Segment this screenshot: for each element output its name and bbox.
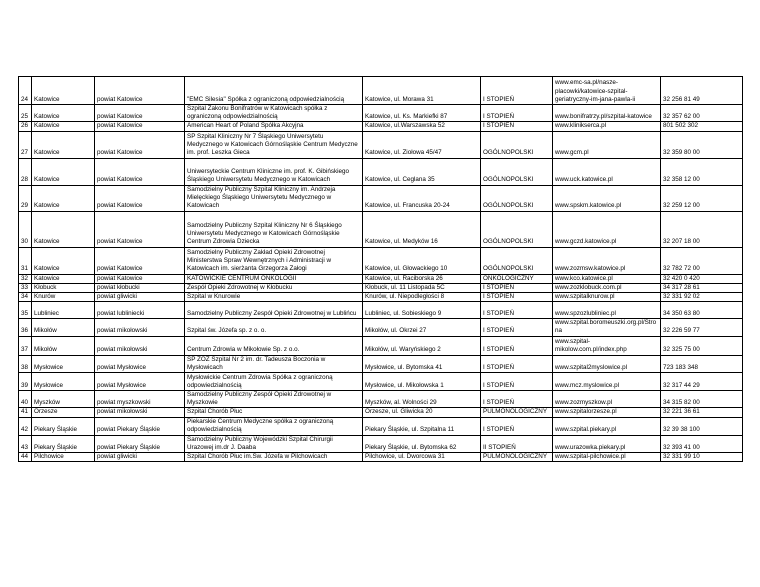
hospital-name-cell: Samodzielny Publiczny Zespół Opieki Zdrowotnej w Myszkowie bbox=[185, 391, 363, 408]
website-cell[interactable]: www.bonifratrzy.pl/szpital-katowice bbox=[553, 105, 661, 122]
row-number: 41 bbox=[19, 408, 32, 417]
level-cell: OGÓLNOPOLSKI bbox=[481, 158, 553, 185]
level-cell: I STOPIEŃ bbox=[481, 417, 553, 435]
county-cell: powiat lubliniecki bbox=[95, 302, 185, 319]
hospital-name-cell: Samodzielny Publiczny Zespół Opieki Zdrowotnej w Lublińcu bbox=[185, 302, 363, 319]
city-cell: Katowice bbox=[32, 211, 95, 247]
address-cell: Kłobuck, ul. 11 Listopada 5C bbox=[363, 283, 481, 292]
hospital-name-cell: Szpital św. Józefa sp. z o. o. bbox=[185, 319, 363, 336]
row-number: 43 bbox=[19, 435, 32, 452]
county-cell: powiat Katowice bbox=[95, 247, 185, 274]
table-row bbox=[19, 373, 743, 391]
county-cell: powiat Katowice bbox=[95, 158, 185, 185]
county-cell: powiat mikołowski bbox=[95, 319, 185, 336]
row-number: 31 bbox=[19, 247, 32, 274]
hospital-name-cell: Samodzielny Publiczny Szpital Kliniczny im. Andrzeja Mielęckiego Śląskiego Uniwersytetu Medycznego w Katowicach bbox=[185, 185, 363, 211]
hospital-name-cell: Szpital Chorób Płuc bbox=[185, 408, 363, 417]
address-cell: Mysłowice, ul. Mikołowska 1 bbox=[363, 373, 481, 391]
address-cell: Mikołów, ul. Waryńskiego 2 bbox=[363, 336, 481, 355]
table-body bbox=[19, 77, 743, 462]
county-cell: powiat gliwicki bbox=[95, 453, 185, 462]
row-number: 32 bbox=[19, 274, 32, 283]
level-cell: PULMONOLOGICZNY bbox=[481, 408, 553, 417]
county-cell: powiat Katowice bbox=[95, 77, 185, 105]
row-number: 27 bbox=[19, 131, 32, 158]
county-cell: powiat gliwicki bbox=[95, 293, 185, 302]
table-row bbox=[19, 105, 743, 122]
hospital-name-cell: Szpital Chorób Płuc im.Św. Józefa w Pilchowicach bbox=[185, 453, 363, 462]
website-cell[interactable]: www.zozmsw.katowice.pl bbox=[553, 247, 661, 274]
address-cell: Katowice, ul.Warszawska 52 bbox=[363, 122, 481, 131]
phone-cell: 32 331 92 02 bbox=[661, 293, 743, 302]
row-number: 30 bbox=[19, 211, 32, 247]
phone-cell: 32 331 99 10 bbox=[661, 453, 743, 462]
phone-cell: 32 39 38 100 bbox=[661, 417, 743, 435]
county-cell: powiat Katowice bbox=[95, 131, 185, 158]
phone-cell: 32 207 18 00 bbox=[661, 211, 743, 247]
website-cell[interactable]: www.szpital2myslowice.pl bbox=[553, 355, 661, 372]
county-cell: powiat Mysłowice bbox=[95, 373, 185, 391]
website-cell[interactable]: www.spzozlubliniec.pl bbox=[553, 302, 661, 319]
website-cell[interactable]: www.gcm.pl bbox=[553, 131, 661, 158]
phone-cell: 32 359 80 00 bbox=[661, 131, 743, 158]
hospital-name-cell: KATOWICKIE CENTRUM ONKOLOGII bbox=[185, 274, 363, 283]
website-cell[interactable]: www.uck.katowice.pl bbox=[553, 158, 661, 185]
table-row bbox=[19, 293, 743, 302]
hospital-name-cell: Uniwersyteckie Centrum Kliniczne im. prof. K. Gibińskiego Śląskiego Uniwersytetu Medycznego w Katowicach bbox=[185, 158, 363, 185]
city-cell: Katowice bbox=[32, 274, 95, 283]
website-cell[interactable]: www.szpital-pilchowice.pl bbox=[553, 453, 661, 462]
row-number: 25 bbox=[19, 105, 32, 122]
website-cell[interactable]: www.spskm.katowice.pl bbox=[553, 185, 661, 211]
row-number: 38 bbox=[19, 355, 32, 372]
address-cell: Katowice, ul. Medyków 16 bbox=[363, 211, 481, 247]
city-cell: Katowice bbox=[32, 247, 95, 274]
level-cell: ONKOLOGICZNY bbox=[481, 274, 553, 283]
website-cell[interactable]: www.szpitalorzesze.pl bbox=[553, 408, 661, 417]
phone-cell: 32 358 12 00 bbox=[661, 158, 743, 185]
row-number: 29 bbox=[19, 185, 32, 211]
county-cell: powiat Mysłowice bbox=[95, 355, 185, 372]
table-row bbox=[19, 274, 743, 283]
website-cell[interactable]: www.szpital.boromeuszki.org.pl/Strona bbox=[553, 319, 661, 336]
phone-cell: 32 393 41 00 bbox=[661, 435, 743, 452]
website-cell[interactable]: www.mcz.myslowice.pl bbox=[553, 373, 661, 391]
hospital-name-cell: Centrum Zdrowia w Mikołowie Sp. z o.o. bbox=[185, 336, 363, 355]
table-row bbox=[19, 247, 743, 274]
website-cell[interactable]: www.szpital-mikolow.com.pl/index.php bbox=[553, 336, 661, 355]
phone-cell: 32 226 59 77 bbox=[661, 319, 743, 336]
address-cell: Katowice, ul. Raciborska 26 bbox=[363, 274, 481, 283]
phone-cell: 32 782 72 00 bbox=[661, 247, 743, 274]
county-cell: powiat kłobucki bbox=[95, 283, 185, 292]
hospital-name-cell: Szpital w Knurowie bbox=[185, 293, 363, 302]
phone-cell: 34 317 28 61 bbox=[661, 283, 743, 292]
hospital-name-cell: Samodzielny Publiczny Zakład Opieki Zdrowotnej Ministerstwa Spraw Wewnętrznych i Administracji w Katowicach im. sierżanta Grzegorza Załogi bbox=[185, 247, 363, 274]
county-cell: powiat Katowice bbox=[95, 274, 185, 283]
phone-cell: 32 325 75 00 bbox=[661, 336, 743, 355]
city-cell: Orzesze bbox=[32, 408, 95, 417]
county-cell: powiat Katowice bbox=[95, 211, 185, 247]
city-cell: Katowice bbox=[32, 105, 95, 122]
county-cell: powiat myszkowski bbox=[95, 391, 185, 408]
website-cell[interactable]: www.szpital.piekary.pl bbox=[553, 417, 661, 435]
phone-cell: 34 350 63 80 bbox=[661, 302, 743, 319]
phone-cell: 32 221 36 61 bbox=[661, 408, 743, 417]
row-number: 40 bbox=[19, 391, 32, 408]
website-cell[interactable]: www.gczd.katowice.pl bbox=[553, 211, 661, 247]
hospital-name-cell: Samodzielny Publiczny Wojewódzki Szpital Chirurgii Urazowej im.dr J. Daaba bbox=[185, 435, 363, 452]
website-cell[interactable]: www.zozklobuck.com.pl bbox=[553, 283, 661, 292]
address-cell: Orzesze, ul. Gliwicka 20 bbox=[363, 408, 481, 417]
level-cell: I STOPIEŃ bbox=[481, 302, 553, 319]
address-cell: Myszków, al. Wolności 29 bbox=[363, 391, 481, 408]
address-cell: Katowice, ul. Ziołowa 45/47 bbox=[363, 131, 481, 158]
city-cell: Mysłowice bbox=[32, 355, 95, 372]
website-cell[interactable]: www.zozmyszkow.pl bbox=[553, 391, 661, 408]
table-row bbox=[19, 302, 743, 319]
table-row bbox=[19, 283, 743, 292]
address-cell: Pilchowice, ul. Dworcowa 31 bbox=[363, 453, 481, 462]
row-number: 35 bbox=[19, 302, 32, 319]
level-cell: PULMONOLOGICZNY bbox=[481, 453, 553, 462]
level-cell: I STOPIEŃ bbox=[481, 336, 553, 355]
hospital-name-cell: Samodzielny Publiczny Szpital Kliniczny Nr 6 Śląskiego Uniwersytetu Medycznego w Katowicach Górnośląskie Centrum Zdrowia Dziecka bbox=[185, 211, 363, 247]
address-cell: Lubliniec, ul. Sobieskiego 9 bbox=[363, 302, 481, 319]
level-cell: I STOPIEŃ bbox=[481, 391, 553, 408]
website-cell[interactable]: www.kco.katowice.pl bbox=[553, 274, 661, 283]
table-row bbox=[19, 355, 743, 372]
table-row bbox=[19, 408, 743, 417]
level-cell: I STOPIEŃ bbox=[481, 293, 553, 302]
website-cell[interactable]: www.urazowka.piekary.pl bbox=[553, 435, 661, 452]
table-row bbox=[19, 158, 743, 185]
hospital-name-cell: "EMC Silesia" Spółka z ograniczoną odpowiedzialnością bbox=[185, 77, 363, 105]
table-row bbox=[19, 336, 743, 355]
level-cell: OGÓLNOPOLSKI bbox=[481, 211, 553, 247]
phone-cell: 32 357 62 00 bbox=[661, 105, 743, 122]
hospital-table bbox=[18, 76, 743, 462]
city-cell: Piekary Śląskie bbox=[32, 435, 95, 452]
phone-cell: 32 420 0 420 bbox=[661, 274, 743, 283]
table-row bbox=[19, 77, 743, 105]
city-cell: Katowice bbox=[32, 77, 95, 105]
address-cell: Katowice, ul. Morawa 31 bbox=[363, 77, 481, 105]
level-cell: I STOPIEŃ bbox=[481, 122, 553, 131]
city-cell: Pilchowice bbox=[32, 453, 95, 462]
address-cell: Piekary Śląskie, ul. Szpitalna 11 bbox=[363, 417, 481, 435]
level-cell: OGÓLNOPOLSKI bbox=[481, 247, 553, 274]
level-cell: I STOPIEŃ bbox=[481, 105, 553, 122]
row-number: 33 bbox=[19, 283, 32, 292]
website-cell[interactable]: www.szpitalknurow.pl bbox=[553, 293, 661, 302]
table-row bbox=[19, 122, 743, 131]
hospital-name-cell: Szpital Zakonu Bonifratrów w Katowicach spółka z ograniczoną odpowiedzialnością bbox=[185, 105, 363, 122]
county-cell: powiat Piekary Śląskie bbox=[95, 435, 185, 452]
table-row bbox=[19, 435, 743, 452]
level-cell: I STOPIEŃ bbox=[481, 373, 553, 391]
city-cell: Mikołów bbox=[32, 319, 95, 336]
city-cell: Kłobuck bbox=[32, 283, 95, 292]
phone-cell: 32 317 44 29 bbox=[661, 373, 743, 391]
table-row bbox=[19, 391, 743, 408]
county-cell: powiat Katowice bbox=[95, 185, 185, 211]
table-row bbox=[19, 417, 743, 435]
phone-cell: 32 259 12 00 bbox=[661, 185, 743, 211]
level-cell: OGÓLNOPOLSKI bbox=[481, 131, 553, 158]
website-cell[interactable]: www.klinikserca.pl bbox=[553, 122, 661, 131]
row-number: 37 bbox=[19, 336, 32, 355]
address-cell: Katowice, ul. Ks. Markiefki 87 bbox=[363, 105, 481, 122]
city-cell: Katowice bbox=[32, 122, 95, 131]
level-cell: II STOPIEŃ bbox=[481, 435, 553, 452]
row-number: 36 bbox=[19, 319, 32, 336]
level-cell: I STOPIEŃ bbox=[481, 283, 553, 292]
hospital-name-cell: American Heart of Poland Spółka Akcyjna bbox=[185, 122, 363, 131]
address-cell: Mysłowice, ul. Bytomska 41 bbox=[363, 355, 481, 372]
address-cell: Katowice, ul. Francuska 20-24 bbox=[363, 185, 481, 211]
county-cell: powiat mikołowski bbox=[95, 336, 185, 355]
table-row bbox=[19, 211, 743, 247]
hospital-name-cell: Mysłowickie Centrum Zdrowia Spółka z ograniczoną odpowiedzialnością bbox=[185, 373, 363, 391]
phone-cell: 801 502 302 bbox=[661, 122, 743, 131]
row-number: 24 bbox=[19, 77, 32, 105]
city-cell: Mikołów bbox=[32, 336, 95, 355]
city-cell: Katowice bbox=[32, 158, 95, 185]
row-number: 26 bbox=[19, 122, 32, 131]
city-cell: Piekary Śląskie bbox=[32, 417, 95, 435]
row-number: 34 bbox=[19, 293, 32, 302]
row-number: 44 bbox=[19, 453, 32, 462]
level-cell: OGÓLNOPOLSKI bbox=[481, 185, 553, 211]
county-cell: powiat Piekary Śląskie bbox=[95, 417, 185, 435]
city-cell: Myszków bbox=[32, 391, 95, 408]
phone-cell: 723 183 348 bbox=[661, 355, 743, 372]
city-cell: Katowice bbox=[32, 131, 95, 158]
hospital-name-cell: Piekarskie Centrum Medyczne spółka z ograniczoną odpowiedzialnością bbox=[185, 417, 363, 435]
level-cell: I STOPIEŃ bbox=[481, 355, 553, 372]
phone-cell: 34 315 82 00 bbox=[661, 391, 743, 408]
county-cell: powiat Katowice bbox=[95, 122, 185, 131]
level-cell: I STOPIEŃ bbox=[481, 77, 553, 105]
city-cell: Lubliniec bbox=[32, 302, 95, 319]
table-row bbox=[19, 131, 743, 158]
address-cell: Katowice, ul. Głowackiego 10 bbox=[363, 247, 481, 274]
address-cell: Knurów, ul. Niepodległości 8 bbox=[363, 293, 481, 302]
city-cell: Mysłowice bbox=[32, 373, 95, 391]
row-number: 39 bbox=[19, 373, 32, 391]
address-cell: Mikołów, ul. Okrzei 27 bbox=[363, 319, 481, 336]
address-cell: Piekary Śląskie, ul. Bytomska 62 bbox=[363, 435, 481, 452]
hospital-name-cell: SP Szpital Kliniczny Nr 7 Śląskiego Uniwersytetu Medycznego w Katowicach Górnośląskie Centrum Medyczne im. prof. Leszka Gieca bbox=[185, 131, 363, 158]
row-number: 42 bbox=[19, 417, 32, 435]
website-cell[interactable]: www.emc-sa.pl/nasze-placowki/katowice-szpital-geriatryczny-im-jana-pawla-ii bbox=[553, 77, 661, 105]
address-cell: Katowice, ul. Ceglana 35 bbox=[363, 158, 481, 185]
level-cell: I STOPIEŃ bbox=[481, 319, 553, 336]
row-number: 28 bbox=[19, 158, 32, 185]
county-cell: powiat mikołowski bbox=[95, 408, 185, 417]
hospital-name-cell: SP ZOZ Szpital Nr 2 im. dr. Tadeusza Boczonia w Mysłowicach bbox=[185, 355, 363, 372]
city-cell: Knurów bbox=[32, 293, 95, 302]
county-cell: powiat Katowice bbox=[95, 105, 185, 122]
phone-cell: 32 256 81 49 bbox=[661, 77, 743, 105]
table-row bbox=[19, 319, 743, 336]
table-row bbox=[19, 453, 743, 462]
hospital-name-cell: Zespół Opieki Zdrowotnej w Kłobucku bbox=[185, 283, 363, 292]
city-cell: Katowice bbox=[32, 185, 95, 211]
table-row bbox=[19, 185, 743, 211]
